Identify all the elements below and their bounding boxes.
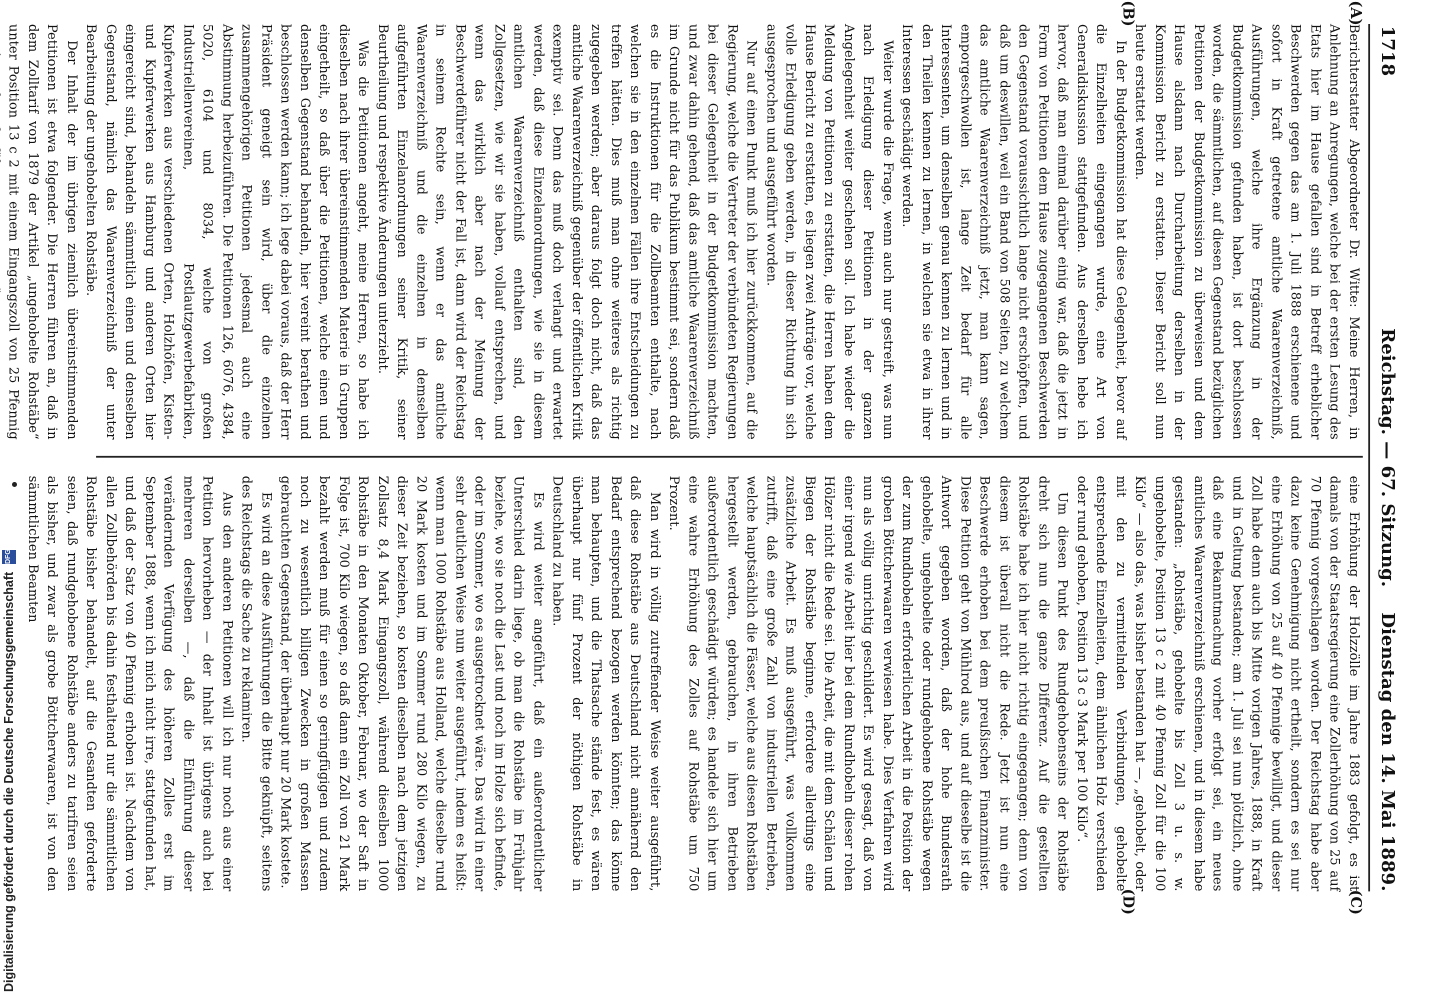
page-header [1372,24,1408,891]
right-column [25,475,1363,892]
header-date: Dienstag den 14. Mai 1889. [1377,612,1399,892]
footer-text: Digitalisierung gefördert durch die Deutsche Forschungsgemeinschaft [2,571,16,992]
left-paragraph: Was die Petitionen angeht, meine Herren, so habe ich dieselben nach ihrer übereinstimmenden Materie in Gruppen eingetheilt, so daß über die Petitionen, welche einen und denselben Gegenstand behandeln, hier vereint berathen und beschlossen werden kann; ich lege dabei voraus, daß der Herr Präsident geneigt sein wird, über die einzelnen zusammengehörigen Petitionen jedesmal auch eine Abstimmung herbeizuführen. Die Petitionen 126, 6076, 4384, 5020, 6104 und 8034, welche von großen Industriellenvereinen, Postlautzgewerbefabriken, Kupferwerken aus verschiedenen Orten, Holzhöfen, Kisten- und Kupferwerken aus Hamburg und anderen Orten hier eingereicht sind, behandeln sämmtlich einen und denselben Gegenstand, nämlich das Waarenverzeichniß der unter Bearbeitung der ungehobelten Rohstäbe. [83,24,371,440]
header-rule [1368,24,1370,891]
left-paragraph: Weiter wurde die Frage, wenn auch nur gestreift, was nun nach Erledigung dieser Petitionen in der ganzen Angelegenheit weiter geschehen soll. Ich habe wieder die Meldung von Petitionen zu erstatten, die Herren haben dem Hause Bericht zu erstatten, es liegen zwei Anträge vor, welche volle Erledigung geben werden, in dieser Richtung hin sich ausgesprochen und ausgeführt worden. [763,24,895,440]
margin-marker-c: (C) [1347,889,1365,915]
digitization-footer [2,549,28,992]
margin-marker-a: (A) [1347,0,1365,26]
dfg-logo: DFG [2,550,16,564]
right-paragraph: eine Erhöhung der Holzzölle im Jahre 1883 gefolgt, es ist damals von der Staatsregierung eine Zollerhöhung von 25 auf 70 Pfennig vorgeschlagen worden. Der Reichstag habe aber dazu keine Genehmigung nicht ertheilt, sondern es sei nur eine Erhöhung von 25 auf 40 Pfennige bewilligt, und dieser Zoll habe denn auch bis Mitte vorigen Jahres, 1888, in Kraft und in Geltung bestanden; am 1. Juli sei nun plötzlich, ohne daß eine Bekanntmachung vorher erfolgt sei, ein neues amtliches Waarenverzeichniß erschienen, und in diesem habe gestanden: „Rohstäbe, gehobelte bis Zoll 3 u. s. w. ungehobelte, Position 13 c 2 mit 40 Pfennig Zoll für die 100 Kilo“ — also das, was bisher bestanden hat —, „gehobelt, oder mit den zu vermittelnden Verbindungen, gehobelte entsprechende Einzelheiten, dem ähnlichen Holz verschieden oder rund gehoben, Position 13 c 3 Mark per 100 Kilo“. [1074,475,1362,892]
right-paragraph: Aus den anderen Petitionen will ich nur noch aus einer Petition hervorheben — der Inhalt ist übrigens auch bei mehreren derselben —, daß die Einführung dieser verändernden Verfügung des höheren Zolles erst im September 1888, wenn ich mich nicht irre, stattgefunden hat, und daß der Satz von 40 Pfennig erhoben ist. Nachdem von allen Zollbehörden bis dahin festhaltend nur die sämmtlichen Rohstäbe bisher behandelt, auf die Gesandten geforderte seien, daß rundgehobene Rohstäbe anders zu tarifiren seien als bisher, und zwar als grobe Böttcherwaaren, ist von den sämmtlichen Beamten [25,475,235,892]
left-column [6,24,1363,440]
left-paragraph: Berichterstatter Abgeordneter Dr. Witte: Meine Herren, in Anlehnung an Anregungen, welche bei der ersten Lesung des Etats hier im Hause gefallen sind in Betreff erheblicher Beschwerden gegen das am 1. Juli 1888 erschienene und sofort in Kraft getretene amtliche Waarenverzeichniß, Ausführungen, welche ihre Ergänzung in der Budgetkommission gefunden haben, ist dort beschlossen worden, die sämmtlichen, auf diesen Gegenstand bezüglichen Petitionen der Budgetkommission zu überweisen und dem Hause alsdann nach Durcharbeitung derselben in der Kommission Bericht zu erstatten. Dieser Bericht soll nun heute erstattet werden. [1132,24,1362,440]
right-paragraph: Es wird weiter angeführt, daß ein außerordentlicher Unterschied darin liege, ob man die Rohstäbe im Frühjahr beziehe, wo sie noch die Last und noch im Holze sich befinde, oder im Sommer, wo es ausgetrocknet wäre. Das wird in einer sehr deutlichen Weise nun weiter ausgeführt, indem es heißt: wenn man 1000 Rohstäbe aus Holland, welche dieselbe rund 20 Mark kosten und im Sommer rund 280 Kilo wiegen, zu dieser Zeit beziehen, so kosten dieselben nach dem jetzigen Zollsatz 8,4 Mark Eingangszoll, während dieselben 1000 Rohstäbe in den Monaten Oktober, Februar, wo der Saft in Folge ist, 700 Kilo wiegen, so daß dann ein Zoll von 21 Mark bezahlt werden muß für einen so geringfügigen und zudem noch zu wesentlich billigen Zwecken in großen Massen gebrauchten Gegenstand, der überhaupt nur 20 Mark kostete. [278,475,546,892]
right-paragraph: Man wird in völlig zutreffender Weise weiter ausgeführt, daß diese Rohstäbe aus Deutschland nicht annähernd den Bedarf entsprechend bezogen werden könnten; das könne man behaupten, und die Thatsache stände fest, es wären überhaupt nur fünf Prozent der nöthigen Rohstäbe in Deutschland zu haben. [550,475,662,892]
header-title: Reichstag. — 67. Sitzung. [1377,328,1399,588]
page-number: 1718 [1377,25,1399,77]
right-paragraph: Es wird an diese Ausführungen die Bitte geknüpft, seitens des Reichstags die Sache zu reklamiren. [239,475,274,892]
column-divider [96,456,1363,458]
scan-dot [12,482,17,487]
margin-marker-b: (B) [1119,0,1137,27]
right-paragraph: Um diesen Punkt des Rundgehobenseins der Rohstäbe dreht sich nun die ganze Differenz. Auf die gestellten Rohstäbe habe ich hier nicht richtig eingegangen; denn von diesem ist überall nicht die Rede. Jetzt ist nun eine Beschwerde erhoben bei dem preußischen Finanzminister. Diese Petition geht von Mühlrod aus, und auf dieselbe ist die Antwort gegeben worden, daß der hohe Bundesrath gehobelte, ungehobelte oder rundgehobene Rohstäbe wegen der zum Rundhobeln erforderlichen Arbeit in die Position der groben Böttcherwaaren verwiesen habe. Dies Verfahren wird nun als völlig unrichtig geschildert. Es wird gesagt, daß von einer irgend wie Arbeit hier bei dem Rundhobeln dieser rohen Hölzer nicht die Rede sei. Die Arbeit, die mit dem Schälen und Biegen der Rohstäbe beginne, erfordere allerdings eine zusätzliche Arbeit. Es muß ausgeführt, was vollkommen zutrifft, daß eine große Zahl von industriellen Betrieben, welche hauptsächlich die Fässer, welche aus diesen Rohstäben hergestellt werden, gebrauchen, in ihren Betrieben außerordentlich geschädigt würden; es handele sich hier um eine wahre Erhöhung des Zolles auf Rohstäbe um 750 Prozent. [666,475,1070,892]
left-paragraph: In der Budgetkommission hat diese Gelegenheit, bevor auf die Einzelheiten eingegangen wurde, eine Art von Generaldiskussion stattgefunden. Aus derselben hebe ich hervor, daß man einmal darüber einig war, daß die jetzt in Form von Petitionen dem Hause zugegangenen Beschwerden den Gegenstand voraussichtlich lange nicht erschöpften, und daß um deswillen, weil ein Band von 508 Seiten, zu welchem das amtliche Waarenverzeichniß jetzt, man kann sagen, emporgeschwollen ist, lange Zeit bedarf für alle Interessenten, um denselben genau kennen zu lernen und in den Theilen kennen zu lernen, in welchen sie etwa in ihrer Interessen geschädigt werden. [899,24,1128,440]
margin-marker-d: (D) [1119,888,1137,915]
left-paragraph: Nur auf einen Punkt muß ich hier zurückkommen, auf die Regierung, welche die Vertreter der verbündeten Regierungen bei dieser Gelegenheit in der Budgetkommission machten, und zwar dahin gehend, daß das amtliche Waarenverzeichniß im Grunde nicht für das Publikum bestimmt sei, sondern daß es die Instruktionen für die Zollbeamten enthalte, nach welchen sie in den einzelnen Fällen ihre Entscheidungen zu treffen hätten. Dies muß man ohne weiteres als richtig zugegeben werden; aber daraus folgt doch nicht, daß das amtliche Waarenverzeichniß gegenüber der öffentlichen Kritik exemptiv sei. Denn das muß doch verlangt und erwartet werden, daß diese Einzelanordnungen, wie sie in diesem amtlichen Waarenverzeichniß enthalten sind, den Zollgesetzen, wie wir sie haben, vollauf entsprechen, und wenn das wirklich aber nach der Meinung der Beschwerdeführer nicht der Fall ist, dann wird der Reichstag in seinem Rechte sein, wenn er das amtliche Waarenverzeichniß und die einzelnen in demselben aufgeführten Einzelanordnungen seiner Kritik, seiner Beurtheilung und respektive Änderungen unterzieht. [375,24,759,440]
left-paragraph: Der Inhalt der im übrigen ziemlich übereinstimmenden Petitionen ist etwa folgender. Die Herren führen an, daß in dem Zolltarif von 1879 der Artikel „ungehobelte Rohstäbe“ unter Position 13 c 2 mit einem Eingangszoll von 25 Pfennig [6,24,79,440]
